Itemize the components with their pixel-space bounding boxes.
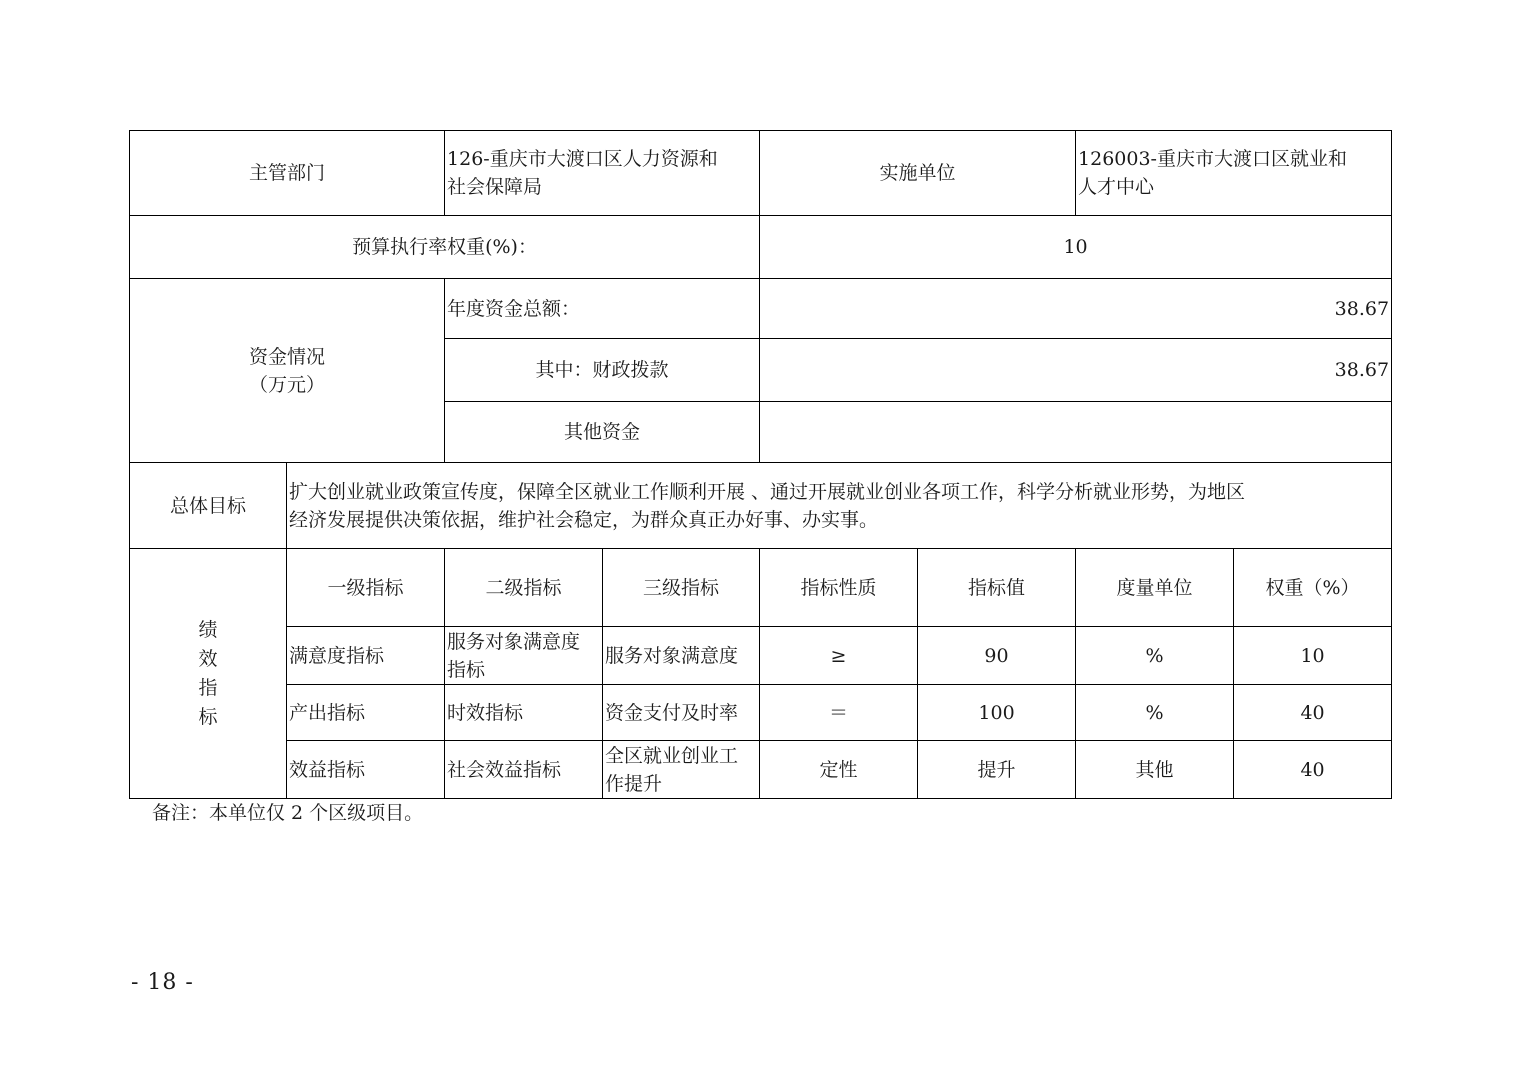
budget-row (130, 216, 1392, 279)
level3-cell: 资金支付及时率 (603, 685, 760, 741)
table-row (130, 741, 1392, 799)
funds-label-line2: （万元） (249, 373, 326, 396)
level1-cell: 满意度指标 (287, 627, 445, 685)
funds-label (130, 279, 445, 463)
funds-other-label: 其他资金 (445, 402, 760, 463)
indicators-label-char: 指 (198, 676, 218, 699)
level2-line1: 服务对象满意度 (447, 630, 581, 653)
budget-value: 10 (760, 216, 1392, 279)
level2-line2: 指标 (447, 658, 486, 681)
level2-cell (445, 627, 603, 685)
dept-value-line1: 126-重庆市大渡口区人力资源和 (447, 148, 718, 170)
impl-value-line1: 126003-重庆市大渡口区就业和 (1078, 148, 1347, 170)
level3-line2: 作提升 (605, 772, 663, 795)
goal-label: 总体目标 (130, 463, 287, 549)
level2-cell: 社会效益指标 (445, 741, 603, 799)
funds-total-value: 38.67 (760, 279, 1392, 339)
footnote: 备注：本单位仅 2 个区级项目。 (152, 802, 424, 824)
level3-cell (603, 741, 760, 799)
impl-label: 实施单位 (760, 131, 1076, 216)
unit-cell: % (1076, 627, 1234, 685)
column-header: 二级指标 (445, 549, 603, 627)
level2-cell: 时效指标 (445, 685, 603, 741)
level3-line1: 全区就业创业工 (605, 744, 739, 767)
indicators-label-char: 效 (198, 647, 218, 670)
dept-value (445, 131, 760, 216)
header-row (130, 131, 1392, 216)
performance-table (129, 130, 1392, 799)
funds-total-label: 年度资金总额： (445, 279, 760, 339)
column-header: 权重（%） (1234, 549, 1392, 627)
column-header: 三级指标 (603, 549, 760, 627)
value-cell: 100 (918, 685, 1076, 741)
unit-cell: % (1076, 685, 1234, 741)
weight-cell: 40 (1234, 741, 1392, 799)
funds-label-line1: 资金情况 (249, 345, 326, 368)
impl-value (1076, 131, 1392, 216)
budget-label: 预算执行率权重(%)： (130, 216, 760, 279)
column-header: 度量单位 (1076, 549, 1234, 627)
value-cell: 90 (918, 627, 1076, 685)
indicators-label-char: 绩 (198, 618, 218, 641)
funds-row-total (130, 279, 1392, 339)
indicator-header-row (130, 549, 1392, 627)
level3-cell: 服务对象满意度 (603, 627, 760, 685)
indicators-label-char: 标 (198, 705, 218, 728)
impl-value-line2: 人才中心 (1078, 176, 1155, 198)
page-number: - 18 - (131, 970, 194, 995)
nature-cell: ≥ (760, 627, 918, 685)
dept-value-line2: 社会保障局 (447, 176, 543, 198)
goal-row (130, 463, 1392, 549)
level1-cell: 效益指标 (287, 741, 445, 799)
level1-cell: 产出指标 (287, 685, 445, 741)
table-row (130, 685, 1392, 741)
indicators-label (130, 549, 287, 799)
value-cell: 提升 (918, 741, 1076, 799)
column-header: 指标性质 (760, 549, 918, 627)
dept-label: 主管部门 (130, 131, 445, 216)
nature-cell: ＝ (760, 685, 918, 741)
goal-text-line2: 经济发展提供决策依据，维护社会稳定，为群众真正办好事、办实事。 (289, 508, 879, 531)
unit-cell: 其他 (1076, 741, 1234, 799)
nature-cell: 定性 (760, 741, 918, 799)
goal-text (287, 463, 1392, 549)
column-header: 一级指标 (287, 549, 445, 627)
column-header: 指标值 (918, 549, 1076, 627)
goal-text-line1: 扩大创业就业政策宣传度，保障全区就业工作顺利开展 、通过开展就业创业各项工作，科学分析就业形势，为地区 (289, 480, 1246, 503)
funds-fiscal-value: 38.67 (760, 339, 1392, 402)
funds-other-value (760, 402, 1392, 463)
table-row (130, 627, 1392, 685)
weight-cell: 40 (1234, 685, 1392, 741)
weight-cell: 10 (1234, 627, 1392, 685)
funds-fiscal-label: 其中：财政拨款 (445, 339, 760, 402)
